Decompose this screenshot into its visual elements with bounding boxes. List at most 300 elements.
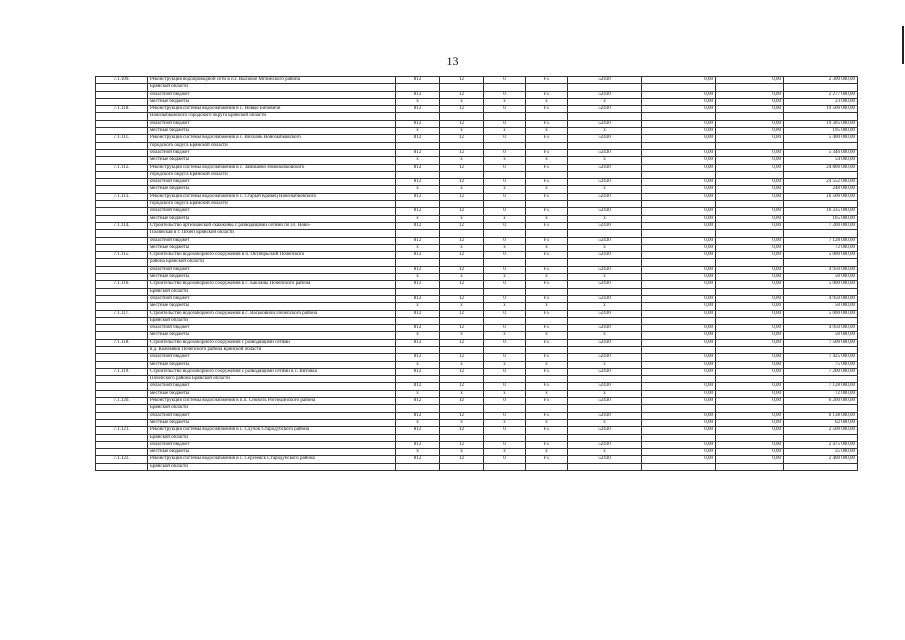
program-code-cell: F5 [526, 456, 568, 463]
ministry-code-cell: x [396, 157, 440, 164]
amount-year-2-cell [716, 346, 784, 353]
amount-year-1-cell [642, 259, 716, 266]
item-name-cell: местные бюджеты [148, 361, 396, 368]
item-name-cell: областной бюджет [148, 383, 396, 390]
section-code-cell: 12 [440, 135, 484, 142]
table-row [96, 135, 858, 142]
amount-year-1-cell: 0,00 [642, 281, 716, 288]
amount-year-3-cell: 195 000,00 [784, 128, 858, 135]
item-name-cell: Реконструкция системы водоснабжения в с. Сергеевск Стародубского района [148, 456, 396, 463]
amount-year-3-cell: 54 000,00 [784, 157, 858, 164]
subsection-code-cell [484, 317, 526, 324]
amount-year-1-cell: 0,00 [642, 186, 716, 193]
amount-year-2-cell: 0,00 [716, 222, 784, 229]
table-row [96, 427, 858, 434]
expense-code-cell: 52430 [568, 135, 642, 142]
expense-code-cell: 52430 [568, 164, 642, 171]
program-code-cell: x [526, 244, 568, 251]
budget-table-body [96, 77, 858, 471]
table-row [96, 325, 858, 332]
item-number-cell [96, 266, 148, 273]
section-code-cell: 12 [440, 412, 484, 419]
item-name-cell: местные бюджеты [148, 157, 396, 164]
table-row [96, 412, 858, 419]
expense-code-cell: x [568, 361, 642, 368]
program-code-cell [526, 346, 568, 353]
expense-code-cell [568, 142, 642, 149]
item-name-cell: местные бюджеты [148, 332, 396, 339]
ministry-code-cell: 812 [396, 106, 440, 113]
program-code-cell: F5 [526, 281, 568, 288]
amount-year-1-cell [642, 405, 716, 412]
expense-code-cell [568, 405, 642, 412]
table-row [96, 179, 858, 186]
expense-code-cell [568, 288, 642, 295]
item-number-cell [96, 201, 148, 208]
item-name-cell: местные бюджеты [148, 98, 396, 105]
item-number-cell [96, 244, 148, 251]
expense-code-cell: 52430 [568, 222, 642, 229]
amount-year-2-cell: 0,00 [716, 266, 784, 273]
table-row [96, 201, 858, 208]
expense-code-cell [568, 317, 642, 324]
amount-year-3-cell: 4 950 000,00 [784, 266, 858, 273]
program-code-cell: x [526, 449, 568, 456]
ministry-code-cell [396, 201, 440, 208]
expense-code-cell: 52430 [568, 412, 642, 419]
table-row [96, 230, 858, 237]
amount-year-2-cell: 0,00 [716, 244, 784, 251]
section-code-cell [440, 376, 484, 383]
subsection-code-cell [484, 142, 526, 149]
item-number-cell: 7.1.117. [96, 310, 148, 317]
ministry-code-cell: 812 [396, 310, 440, 317]
section-code-cell: 12 [440, 339, 484, 346]
item-number-cell [96, 120, 148, 127]
item-name-cell: Реконструкция системы водоснабжения в с. Случок Стародубского района [148, 427, 396, 434]
amount-year-3-cell: 7 128 000,00 [784, 383, 858, 390]
subsection-code-cell: 0 [484, 135, 526, 142]
expense-code-cell: x [568, 419, 642, 426]
amount-year-3-cell [784, 142, 858, 149]
ministry-code-cell: x [396, 303, 440, 310]
amount-year-3-cell: 24 552 000,00 [784, 179, 858, 186]
table-row [96, 383, 858, 390]
item-name-cell: Реконструкция водопроводной сети в п.г. Высокое Мглинского района [148, 77, 396, 84]
section-code-cell: 12 [440, 222, 484, 229]
section-code-cell [440, 434, 484, 441]
table-row [96, 449, 858, 456]
amount-year-2-cell: 0,00 [716, 179, 784, 186]
section-code-cell: 12 [440, 281, 484, 288]
program-code-cell [526, 113, 568, 120]
program-code-cell: x [526, 186, 568, 193]
subsection-code-cell [484, 405, 526, 412]
amount-year-3-cell: 6 138 000,00 [784, 412, 858, 419]
program-code-cell [526, 434, 568, 441]
amount-year-3-cell [784, 113, 858, 120]
item-name-cell: местные бюджеты [148, 128, 396, 135]
subsection-code-cell: 0 [484, 368, 526, 375]
amount-year-3-cell: 5 346 000,00 [784, 149, 858, 156]
subsection-code-cell: 0 [484, 149, 526, 156]
item-number-cell [96, 419, 148, 426]
amount-year-1-cell: 0,00 [642, 427, 716, 434]
item-number-cell [96, 215, 148, 222]
item-name-cell: областной бюджет [148, 179, 396, 186]
item-number-cell [96, 288, 148, 295]
expense-code-cell: 52430 [568, 77, 642, 84]
amount-year-3-cell: 5 000 000,00 [784, 252, 858, 259]
item-number-cell: 7.1.110. [96, 106, 148, 113]
expense-code-cell: 52430 [568, 398, 642, 405]
table-row [96, 398, 858, 405]
ministry-code-cell: x [396, 215, 440, 222]
amount-year-1-cell [642, 434, 716, 441]
amount-year-3-cell: 5 400 000,00 [784, 135, 858, 142]
subsection-code-cell [484, 201, 526, 208]
expense-code-cell: 52430 [568, 281, 642, 288]
item-name-cell: областной бюджет [148, 266, 396, 273]
ministry-code-cell: 812 [396, 237, 440, 244]
item-name-cell: Брянской области [148, 288, 396, 295]
amount-year-3-cell: 62 000,00 [784, 419, 858, 426]
item-number-cell [96, 171, 148, 178]
amount-year-1-cell: 0,00 [642, 368, 716, 375]
item-name-cell: областной бюджет [148, 91, 396, 98]
amount-year-3-cell: 2 300 000,00 [784, 77, 858, 84]
item-name-cell: района Брянской области [148, 259, 396, 266]
section-code-cell: 12 [440, 295, 484, 302]
expense-code-cell: x [568, 449, 642, 456]
section-code-cell: x [440, 303, 484, 310]
program-code-cell: F5 [526, 237, 568, 244]
amount-year-3-cell: 165 000,00 [784, 215, 858, 222]
section-code-cell: x [440, 419, 484, 426]
table-row [96, 368, 858, 375]
expense-code-cell: 52430 [568, 91, 642, 98]
ministry-code-cell: x [396, 419, 440, 426]
expense-code-cell: x [568, 332, 642, 339]
program-code-cell: F5 [526, 193, 568, 200]
table-row [96, 317, 858, 324]
section-code-cell: 12 [440, 398, 484, 405]
expense-code-cell: 52430 [568, 339, 642, 346]
item-number-cell: 7.1.119. [96, 368, 148, 375]
ministry-code-cell: 812 [396, 398, 440, 405]
section-code-cell: x [440, 244, 484, 251]
amount-year-3-cell: 23 000,00 [784, 98, 858, 105]
section-code-cell [440, 259, 484, 266]
section-code-cell: 12 [440, 179, 484, 186]
expense-code-cell: 52430 [568, 179, 642, 186]
ministry-code-cell [396, 230, 440, 237]
item-number-cell [96, 441, 148, 448]
amount-year-3-cell [784, 230, 858, 237]
item-number-cell: 7.1.114. [96, 222, 148, 229]
item-name-cell: местные бюджеты [148, 390, 396, 397]
subsection-code-cell: 0 [484, 120, 526, 127]
section-code-cell: x [440, 98, 484, 105]
subsection-code-cell: 0 [484, 179, 526, 186]
amount-year-1-cell: 0,00 [642, 208, 716, 215]
subsection-code-cell: x [484, 128, 526, 135]
table-row [96, 266, 858, 273]
subsection-code-cell: 0 [484, 398, 526, 405]
item-name-cell: Реконструкция системы водоснабжения в с. Вихоань Новозыбковского [148, 135, 396, 142]
subsection-code-cell: 0 [484, 266, 526, 273]
amount-year-2-cell: 0,00 [716, 456, 784, 463]
amount-year-3-cell: 2 500 000,00 [784, 427, 858, 434]
amount-year-3-cell: 50 000,00 [784, 332, 858, 339]
program-code-cell [526, 230, 568, 237]
subsection-code-cell: x [484, 449, 526, 456]
section-code-cell [440, 84, 484, 91]
ministry-code-cell [396, 142, 440, 149]
item-number-cell [96, 317, 148, 324]
amount-year-2-cell: 0,00 [716, 215, 784, 222]
expense-code-cell [568, 201, 642, 208]
section-code-cell [440, 463, 484, 470]
section-code-cell: 12 [440, 427, 484, 434]
item-number-cell [96, 179, 148, 186]
table-row [96, 376, 858, 383]
amount-year-2-cell: 0,00 [716, 274, 784, 281]
subsection-code-cell: 0 [484, 427, 526, 434]
amount-year-1-cell: 0,00 [642, 295, 716, 302]
program-code-cell: F5 [526, 383, 568, 390]
item-name-cell: Строительство водозаборного сооружения в п. Октябрьский Почепского [148, 252, 396, 259]
program-code-cell: F5 [526, 106, 568, 113]
amount-year-1-cell [642, 346, 716, 353]
subsection-code-cell: 0 [484, 208, 526, 215]
section-code-cell: 12 [440, 456, 484, 463]
amount-year-2-cell [716, 230, 784, 237]
expense-code-cell: x [568, 244, 642, 251]
amount-year-1-cell: 0,00 [642, 274, 716, 281]
item-name-cell: областной бюджет [148, 354, 396, 361]
subsection-code-cell: 0 [484, 91, 526, 98]
table-row [96, 244, 858, 251]
ministry-code-cell [396, 434, 440, 441]
expense-code-cell: 52430 [568, 310, 642, 317]
ministry-code-cell [396, 463, 440, 470]
table-row [96, 390, 858, 397]
program-code-cell [526, 84, 568, 91]
item-number-cell [96, 332, 148, 339]
section-code-cell: 12 [440, 91, 484, 98]
amount-year-1-cell [642, 376, 716, 383]
subsection-code-cell: 0 [484, 412, 526, 419]
amount-year-2-cell: 0,00 [716, 164, 784, 171]
subsection-code-cell: 0 [484, 339, 526, 346]
amount-year-2-cell [716, 434, 784, 441]
section-code-cell: x [440, 157, 484, 164]
item-number-cell [96, 303, 148, 310]
amount-year-2-cell: 0,00 [716, 98, 784, 105]
program-code-cell: F5 [526, 222, 568, 229]
amount-year-1-cell: 0,00 [642, 332, 716, 339]
ministry-code-cell: x [396, 332, 440, 339]
subsection-code-cell: 0 [484, 281, 526, 288]
item-name-cell: Строительство артезианской скважины с разводящими сетями по ул. Ново- [148, 222, 396, 229]
program-code-cell: F5 [526, 252, 568, 259]
section-code-cell [440, 201, 484, 208]
amount-year-3-cell: 16 335 000,00 [784, 208, 858, 215]
amount-year-3-cell [784, 317, 858, 324]
ministry-code-cell: x [396, 390, 440, 397]
program-code-cell [526, 142, 568, 149]
expense-code-cell: 52430 [568, 208, 642, 215]
expense-code-cell: 52430 [568, 427, 642, 434]
item-number-cell [96, 237, 148, 244]
item-name-cell: Брянской области [148, 84, 396, 91]
item-name-cell: Почепского района Брянской области [148, 376, 396, 383]
amount-year-1-cell: 0,00 [642, 266, 716, 273]
ministry-code-cell: 812 [396, 383, 440, 390]
amount-year-3-cell [784, 463, 858, 470]
subsection-code-cell [484, 346, 526, 353]
program-code-cell: x [526, 419, 568, 426]
item-name-cell: Полянская в г. Почеп Брянской области [148, 230, 396, 237]
amount-year-3-cell: 2 400 000,00 [784, 456, 858, 463]
amount-year-2-cell: 0,00 [716, 449, 784, 456]
table-row [96, 281, 858, 288]
amount-year-3-cell [784, 84, 858, 91]
program-code-cell [526, 376, 568, 383]
item-name-cell: Брянской области [148, 463, 396, 470]
amount-year-1-cell: 0,00 [642, 456, 716, 463]
amount-year-1-cell: 0,00 [642, 390, 716, 397]
expense-code-cell: 52430 [568, 252, 642, 259]
page-number: 13 [446, 54, 459, 68]
ministry-code-cell [396, 113, 440, 120]
expense-code-cell [568, 230, 642, 237]
amount-year-2-cell: 0,00 [716, 91, 784, 98]
amount-year-3-cell: 2 475 000,00 [784, 441, 858, 448]
program-code-cell [526, 171, 568, 178]
amount-year-1-cell: 0,00 [642, 441, 716, 448]
ministry-code-cell: 812 [396, 179, 440, 186]
amount-year-1-cell [642, 201, 716, 208]
program-code-cell [526, 201, 568, 208]
table-row [96, 208, 858, 215]
ministry-code-cell: x [396, 274, 440, 281]
ministry-code-cell: 812 [396, 135, 440, 142]
budget-table [95, 76, 858, 471]
subsection-code-cell: x [484, 332, 526, 339]
amount-year-3-cell: 7 200 000,00 [784, 222, 858, 229]
item-number-cell [96, 186, 148, 193]
section-code-cell: 12 [440, 120, 484, 127]
ministry-code-cell: 812 [396, 91, 440, 98]
amount-year-3-cell: 7 500 000,00 [784, 339, 858, 346]
subsection-code-cell: 0 [484, 295, 526, 302]
amount-year-2-cell: 0,00 [716, 303, 784, 310]
amount-year-1-cell [642, 171, 716, 178]
program-code-cell: F5 [526, 120, 568, 127]
item-name-cell: областной бюджет [148, 325, 396, 332]
amount-year-1-cell: 0,00 [642, 325, 716, 332]
program-code-cell: x [526, 215, 568, 222]
item-name-cell: местные бюджеты [148, 274, 396, 281]
subsection-code-cell: 0 [484, 106, 526, 113]
amount-year-3-cell [784, 346, 858, 353]
expense-code-cell: 52430 [568, 266, 642, 273]
ministry-code-cell [396, 405, 440, 412]
section-code-cell: x [440, 361, 484, 368]
expense-code-cell: 52430 [568, 149, 642, 156]
table-row [96, 252, 858, 259]
item-name-cell: местные бюджеты [148, 419, 396, 426]
section-code-cell: 12 [440, 383, 484, 390]
section-code-cell: 12 [440, 237, 484, 244]
table-row [96, 222, 858, 229]
expense-code-cell: x [568, 186, 642, 193]
amount-year-1-cell: 0,00 [642, 179, 716, 186]
subsection-code-cell [484, 376, 526, 383]
amount-year-3-cell: 50 000,00 [784, 274, 858, 281]
program-code-cell: F5 [526, 310, 568, 317]
subsection-code-cell: 0 [484, 222, 526, 229]
amount-year-1-cell: 0,00 [642, 164, 716, 171]
table-row [96, 186, 858, 193]
item-number-cell [96, 390, 148, 397]
expense-code-cell: 52430 [568, 237, 642, 244]
program-code-cell: F5 [526, 325, 568, 332]
amount-year-2-cell: 0,00 [716, 368, 784, 375]
amount-year-2-cell: 0,00 [716, 77, 784, 84]
amount-year-2-cell: 0,00 [716, 383, 784, 390]
ministry-code-cell: 812 [396, 208, 440, 215]
subsection-code-cell [484, 463, 526, 470]
subsection-code-cell: 0 [484, 77, 526, 84]
item-name-cell: Строительство водозаборного сооружения в с. Васьковичи Почепского района [148, 310, 396, 317]
expense-code-cell [568, 259, 642, 266]
amount-year-1-cell: 0,00 [642, 412, 716, 419]
program-code-cell: x [526, 128, 568, 135]
table-row [96, 91, 858, 98]
item-name-cell: областной бюджет [148, 412, 396, 419]
amount-year-1-cell: 0,00 [642, 157, 716, 164]
expense-code-cell [568, 346, 642, 353]
expense-code-cell: 52430 [568, 295, 642, 302]
ministry-code-cell: 812 [396, 412, 440, 419]
amount-year-2-cell: 0,00 [716, 208, 784, 215]
item-number-cell [96, 142, 148, 149]
amount-year-2-cell [716, 142, 784, 149]
amount-year-1-cell: 0,00 [642, 303, 716, 310]
item-name-cell: Реконструкция системы водоснабжения в п.п. Сновоть Рогнединского района [148, 398, 396, 405]
program-code-cell: F5 [526, 208, 568, 215]
amount-year-2-cell: 0,00 [716, 339, 784, 346]
subsection-code-cell [484, 113, 526, 120]
table-row [96, 113, 858, 120]
ministry-code-cell: x [396, 361, 440, 368]
program-code-cell: F5 [526, 91, 568, 98]
expense-code-cell: x [568, 390, 642, 397]
amount-year-2-cell: 0,00 [716, 412, 784, 419]
program-code-cell [526, 463, 568, 470]
amount-year-2-cell: 0,00 [716, 135, 784, 142]
ministry-code-cell: 812 [396, 266, 440, 273]
program-code-cell: F5 [526, 77, 568, 84]
subsection-code-cell [484, 259, 526, 266]
item-name-cell: Строительство водозаборного сооружения с разводящими сетями в с. Витовка [148, 368, 396, 375]
amount-year-2-cell: 0,00 [716, 193, 784, 200]
amount-year-3-cell: 5 000 000,00 [784, 281, 858, 288]
amount-year-2-cell: 0,00 [716, 419, 784, 426]
